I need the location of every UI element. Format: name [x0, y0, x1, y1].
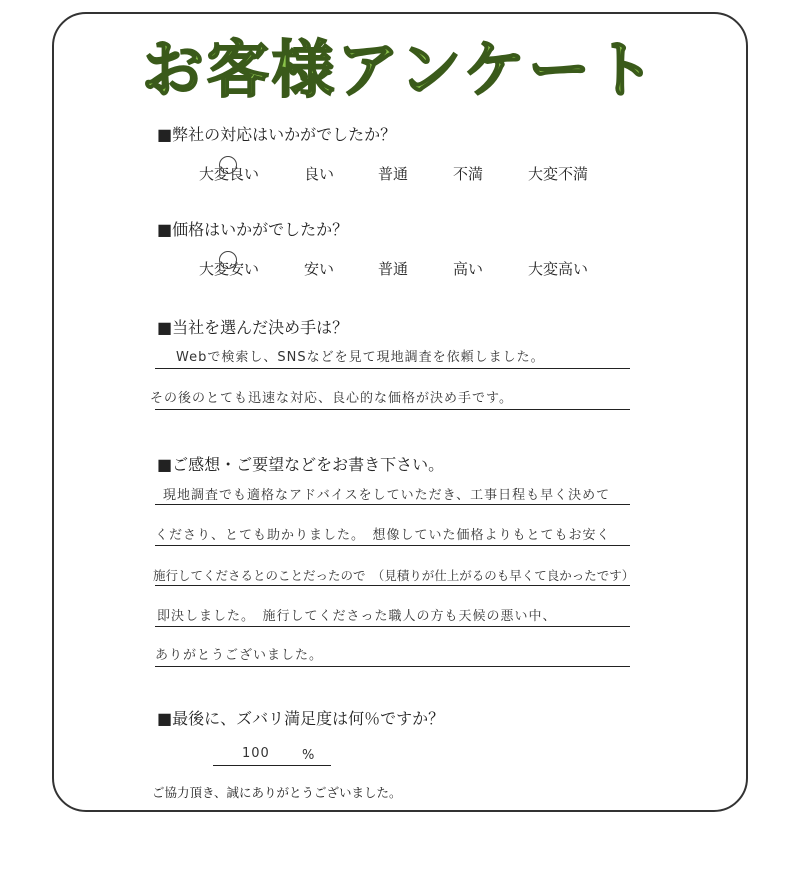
- handwritten-answer-line: その後のとても迅速な対応、良心的な価格が決め手です。: [150, 391, 513, 406]
- satisfaction-value: 100: [242, 746, 270, 761]
- answer-rule: [155, 504, 630, 505]
- percent-unit: %: [302, 748, 316, 763]
- handwritten-answer-line: Webで検索し、SNSなどを見て現地調査を依頼しました。: [176, 350, 545, 365]
- selected-circle-mark: [219, 156, 237, 174]
- answer-rule: [155, 368, 630, 369]
- question-comments: ■ご感想・ご要望などをお書き下さい。: [157, 455, 445, 474]
- question-price: ■価格はいかがでしたか？: [157, 220, 349, 239]
- service-option-very-dissatisfied: 大変不満: [527, 165, 588, 183]
- question-deciding-factor: ■当社を選んだ決め手は？: [157, 318, 349, 337]
- price-option-expensive: 高い: [452, 260, 483, 278]
- answer-rule: [155, 545, 630, 546]
- handwritten-answer-line: 施行してくださるとのことだったので （見積りが仕上がるのも早くて良かったです）: [153, 568, 635, 583]
- price-option-normal: 普通: [377, 260, 408, 278]
- handwritten-answer-line: ありがとうございました。: [155, 648, 324, 663]
- selected-circle-mark: [219, 251, 237, 269]
- thank-you-note: ご協力頂き、誠にありがとうございました。: [152, 785, 402, 800]
- survey-title: お客様アンケート: [141, 33, 659, 106]
- question-satisfaction: ■最後に、ズバリ満足度は何％ですか？: [157, 709, 445, 728]
- price-option-very-cheap: 大変安い: [198, 260, 259, 278]
- answer-rule: [155, 585, 630, 586]
- answer-rule: [155, 409, 630, 410]
- service-option-good: 良い: [303, 165, 334, 183]
- service-option-normal: 普通: [377, 165, 408, 183]
- service-option-very-good: 大変良い: [198, 165, 259, 183]
- handwritten-answer-line: 現地調査でも適格なアドバイスをしていただき、工事日程も早く決めて: [163, 488, 611, 503]
- service-option-dissatisfied: 不満: [452, 165, 483, 183]
- price-option-very-expensive: 大変高い: [527, 260, 588, 278]
- answer-rule: [155, 666, 630, 667]
- price-option-cheap: 安い: [303, 260, 334, 278]
- question-service: ■弊社の対応はいかがでしたか？: [157, 125, 397, 144]
- handwritten-answer-line: くださり、とても助かりました。 想像していた価格よりもとてもお安く: [155, 528, 611, 543]
- handwritten-answer-line: 即決しました。 施行してくださった職人の方も天候の悪い中、: [157, 609, 557, 624]
- answer-rule: [155, 626, 630, 627]
- satisfaction-rule: [213, 765, 331, 766]
